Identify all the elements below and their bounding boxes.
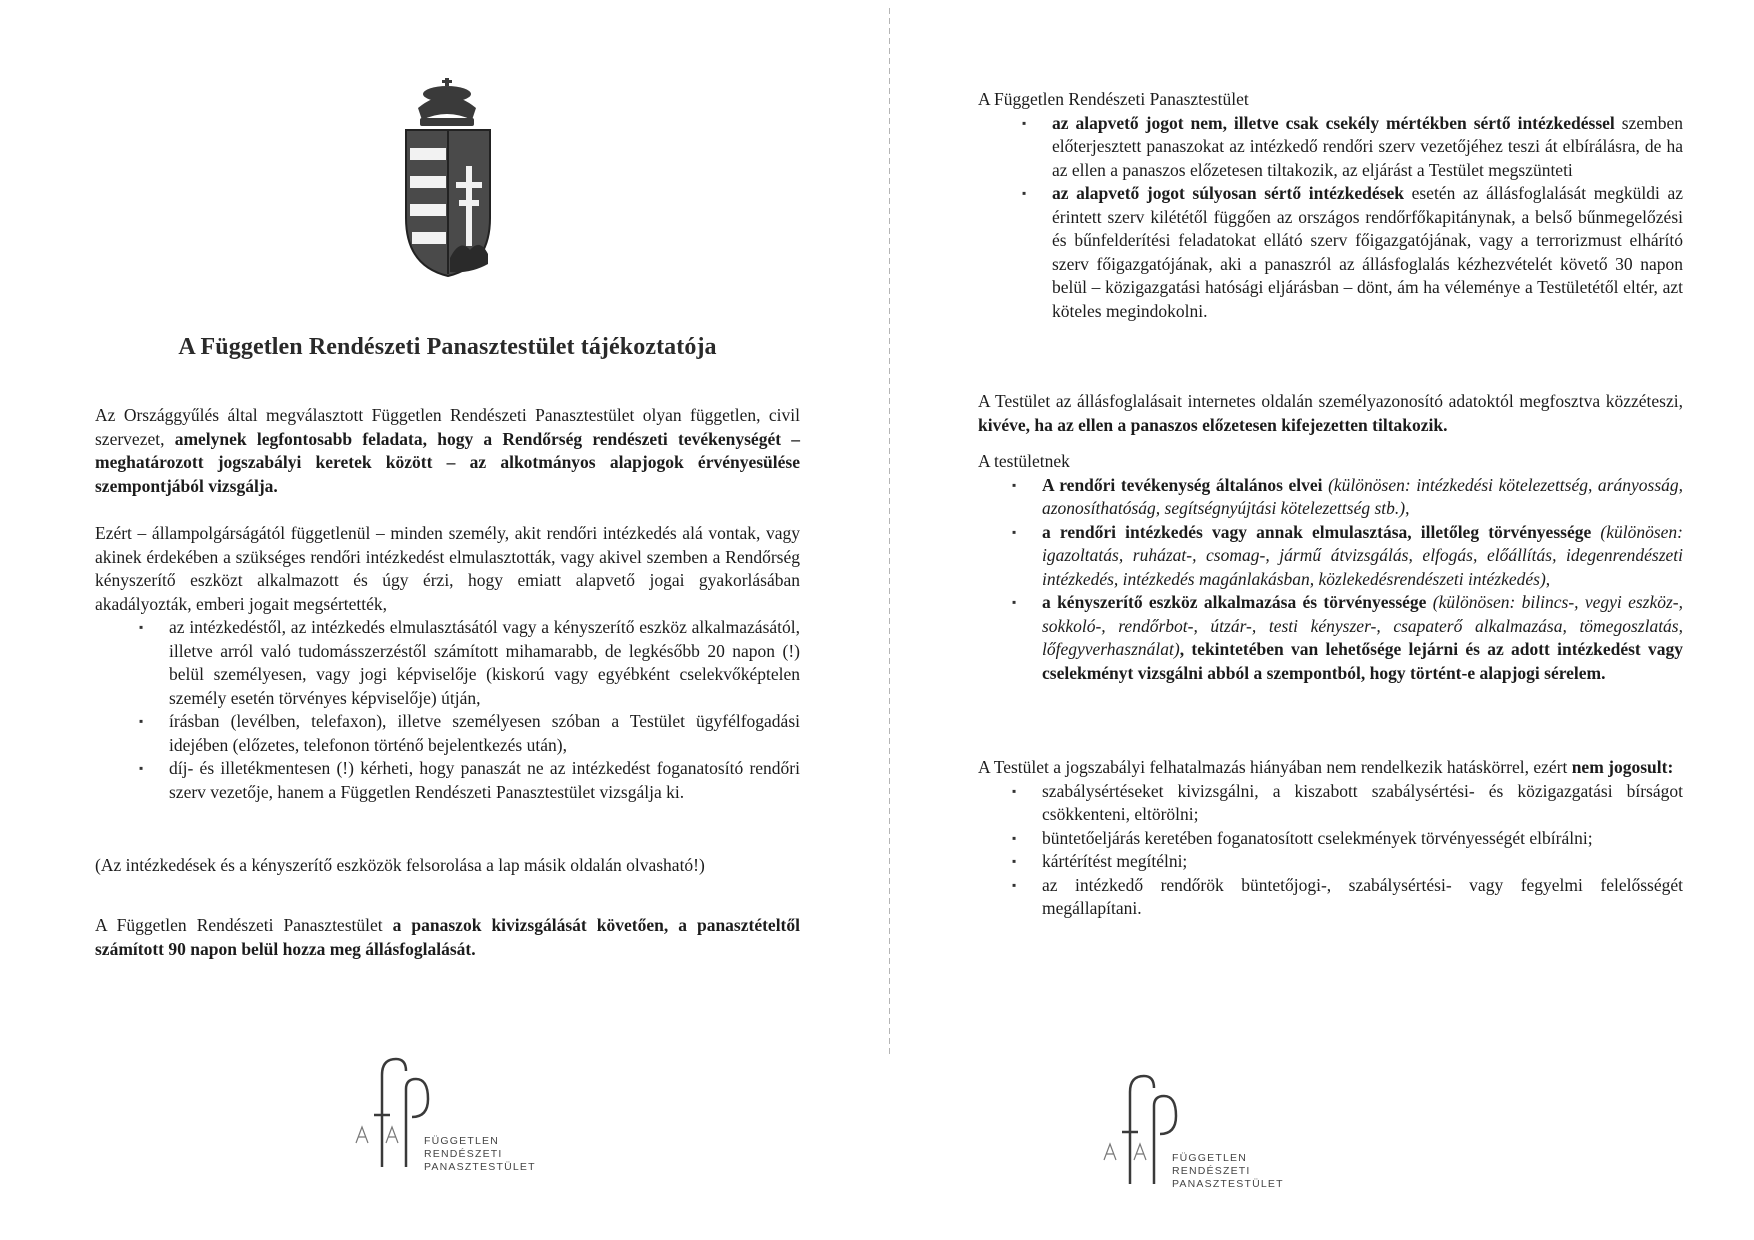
limitations-bold-text: nem jogosult: bbox=[1571, 757, 1674, 777]
list-item-punctuation: , bbox=[1545, 568, 1551, 589]
frp-logo-icon bbox=[1100, 1072, 1180, 1192]
complaint-rights-paragraph: Ezért – állampolgárságától függetlenül – minden személy, akit rendőri intézkedés alá vontak, vagy akinek érdekében a szükséges rendőri intézkedést elmulasztották, vagy akivel szemben a Rendőrség kényszerítő eszközt alkalmazott és úgy érzi, hogy emiatt alapvető jogai gyakorlásában akadályozták, emberi jogait megsértették, bbox=[95, 523, 800, 614]
list-item bbox=[1004, 521, 1683, 592]
frp-logo bbox=[352, 1055, 542, 1175]
competence-section bbox=[978, 450, 1683, 685]
complaint-conditions-list bbox=[131, 616, 800, 804]
logo-line: PANASZTESTÜLET bbox=[424, 1161, 536, 1173]
list-item: ▪ szabálysértéseket kivizsgálni, a kiszabott szabálysértési- és közigazgatási bírságot csökkenteni, eltörölni; bbox=[1004, 780, 1683, 827]
list-item-italic: (különösen: igazoltatás, ruházat-, csomag-, jármű átvizsgálás, elfogás, előállítás, idegenrendészeti intézkedés, intézkedés magánlakásban, közlekedésrendészeti intézkedés) bbox=[1042, 521, 1683, 589]
note-paragraph bbox=[95, 854, 800, 878]
list-item bbox=[1004, 591, 1683, 685]
coat-of-arms-icon bbox=[400, 78, 496, 278]
limitations-section bbox=[978, 756, 1683, 921]
frp-logo bbox=[1100, 1072, 1290, 1192]
limitations-text: A Testület a jogszabályi felhatalmazás hiányában nem rendelkezik hatáskörrel, ezért bbox=[978, 757, 1568, 777]
section-heading: A Független Rendészeti Panasztestület bbox=[978, 89, 1249, 109]
logo-line: PANASZTESTÜLET bbox=[1172, 1178, 1284, 1190]
competence-list bbox=[1004, 474, 1683, 686]
list-item-bold: az alapvető jogot nem, illetve csak csekély mértékben sértő intézkedéssel bbox=[1052, 112, 1615, 133]
list-item-text: szemben előterjesztett panaszokat az intézkedő rendőri szerv vezetőjéhez teszi át elbírálásra, de ha az ellen a panaszos előzetesen tiltakozik, az eljárást a Testület megszünteti bbox=[1052, 112, 1683, 180]
list-item-bold: A rendőri tevékenység általános elvei bbox=[1042, 474, 1323, 495]
list-item: ▪ díj- és illetékmentesen (!) kérheti, hogy panaszát ne az intézkedést foganatosító rendőri szerv vezetője, hanem a Független Rendészeti Panasztestület vizsgálja ki. bbox=[131, 757, 800, 804]
logo-line: FÜGGETLEN bbox=[424, 1135, 499, 1147]
right-page bbox=[890, 0, 1754, 1240]
list-item-text: esetén az állásfoglalását megküldi az érintett szerv kilététől függően az országos rendőrfőkapitánynak, a belső bűnmegelőzési és bűnfelderítési feladatokat ellátó szerv főigazgatójának, vagy a terrorizmust elhárító szerv főigazgatójának, aki a panaszról az állásfoglalás kézhezvételét követő 30 napon belül – közigazgatási hatósági eljárásban – dönt, ám ha véleménye a Testületétől eltér, azt köteles megindokolni. bbox=[1052, 183, 1683, 321]
list-item-bold-tail: , tekintetében van lehetősége lejárni és az adott intézkedést vagy cselekményt vizsgálni abból a szempontból, hogy történt-e alapjogi sérelem. bbox=[1042, 639, 1683, 683]
closing-text: A Független Rendészeti Panasztestület bbox=[95, 915, 383, 935]
frp-logo-icon bbox=[352, 1055, 432, 1175]
list-item-punctuation: , bbox=[1405, 498, 1410, 518]
publication-paragraph bbox=[978, 390, 1683, 437]
intro-text: Az Országgyűlés által megválasztott Független Rendészeti Panasztestület olyan független, civil szervezet, bbox=[95, 405, 800, 449]
closing-bold-text: a panaszok kivizsgálását követően, a panasztételtől számított 90 napon belül hozza meg állásfoglalását. bbox=[95, 915, 800, 959]
list-item-bold: az alapvető jogot súlyosan sértő intézkedések bbox=[1052, 183, 1404, 203]
list-item bbox=[1014, 112, 1683, 183]
list-item bbox=[1014, 182, 1683, 323]
complaint-rights-section bbox=[95, 522, 800, 804]
procedures-list bbox=[1014, 112, 1683, 324]
list-item-italic: (különösen: intézkedési kötelezettség, arányosság, azonosíthatóság, segítségnyújtási kötelezettség stb.) bbox=[1042, 474, 1684, 518]
list-item-bold: a rendőri intézkedés vagy annak elmulasztása, illetőleg törvényessége bbox=[1042, 521, 1592, 542]
list-item-bold: a kényszerítő eszköz alkalmazása és törvényessége bbox=[1042, 592, 1427, 612]
limitations-list bbox=[1004, 780, 1683, 921]
intro-bold-text: amelynek legfontosabb feladata, hogy a Rendőrség rendészeti tevékenységét – meghatározott jogszabályi keretek között – az alkotmányos alapjogok érvényesülése szempontjából vizsgálja. bbox=[95, 428, 801, 496]
document-title: A Független Rendészeti Panasztestület tájékoztatója bbox=[178, 334, 717, 360]
note-text: (Az intézkedések és a kényszerítő eszközök felsorolása a lap másik oldalán olvasható!) bbox=[95, 855, 705, 875]
section-heading: A testületnek bbox=[978, 451, 1070, 471]
list-item: ▪ kártérítést megítélni; bbox=[1004, 850, 1683, 874]
testulet-procedures-section bbox=[978, 88, 1683, 323]
list-item: ▪ az intézkedéstől, az intézkedés elmulasztásától vagy a kényszerítő eszköz alkalmazásától, illetve arról való tudomásszerzéstől számított mihamarabb, de legkésőbb 20 napon (!) belül személyesen, vagy jogi képviselője (kiskorú vagy egyébként cselekvőképtelen személy esetén törvényes képviselője) útján, bbox=[131, 616, 800, 710]
logo-line: FÜGGETLEN bbox=[1172, 1152, 1247, 1164]
intro-paragraph bbox=[95, 404, 800, 498]
logo-line: RENDÉSZETI bbox=[1172, 1165, 1251, 1177]
list-item: ▪ büntetőeljárás keretében foganatosított cselekmények törvényességét elbírálni; bbox=[1004, 827, 1683, 851]
list-item: ▪ írásban (levélben, telefaxon), illetve személyesen szóban a Testület ügyfélfogadási idejében (előzetes, telefonon történő bejelentkezés után), bbox=[131, 710, 800, 757]
frp-logo-wordmark bbox=[424, 1135, 536, 1174]
list-item: ▪ az intézkedő rendőrök büntetőjogi-, szabálysértési- vagy fegyelmi felelősségét megállapítani. bbox=[1004, 874, 1683, 921]
closing-paragraph bbox=[95, 914, 800, 961]
list-item bbox=[1004, 474, 1683, 521]
frp-logo-wordmark bbox=[1172, 1152, 1284, 1191]
list-item-italic: (különösen: bilincs-, vegyi eszköz-, sokkoló-, rendőrbot-, útzár-, testi kényszer-, csapaterő alkalmazása, tömegoszlatás, lőfegyverhasználat) bbox=[1042, 592, 1684, 659]
logo-line: RENDÉSZETI bbox=[424, 1148, 503, 1160]
publication-bold-text: kivéve, ha az ellen a panaszos előzetesen kifejezetten tiltakozik. bbox=[978, 414, 1448, 435]
publication-text: A Testület az állásfoglalásait internetes oldalán személyazonosító adatoktól megfosztva közzéteszi, bbox=[978, 391, 1683, 411]
